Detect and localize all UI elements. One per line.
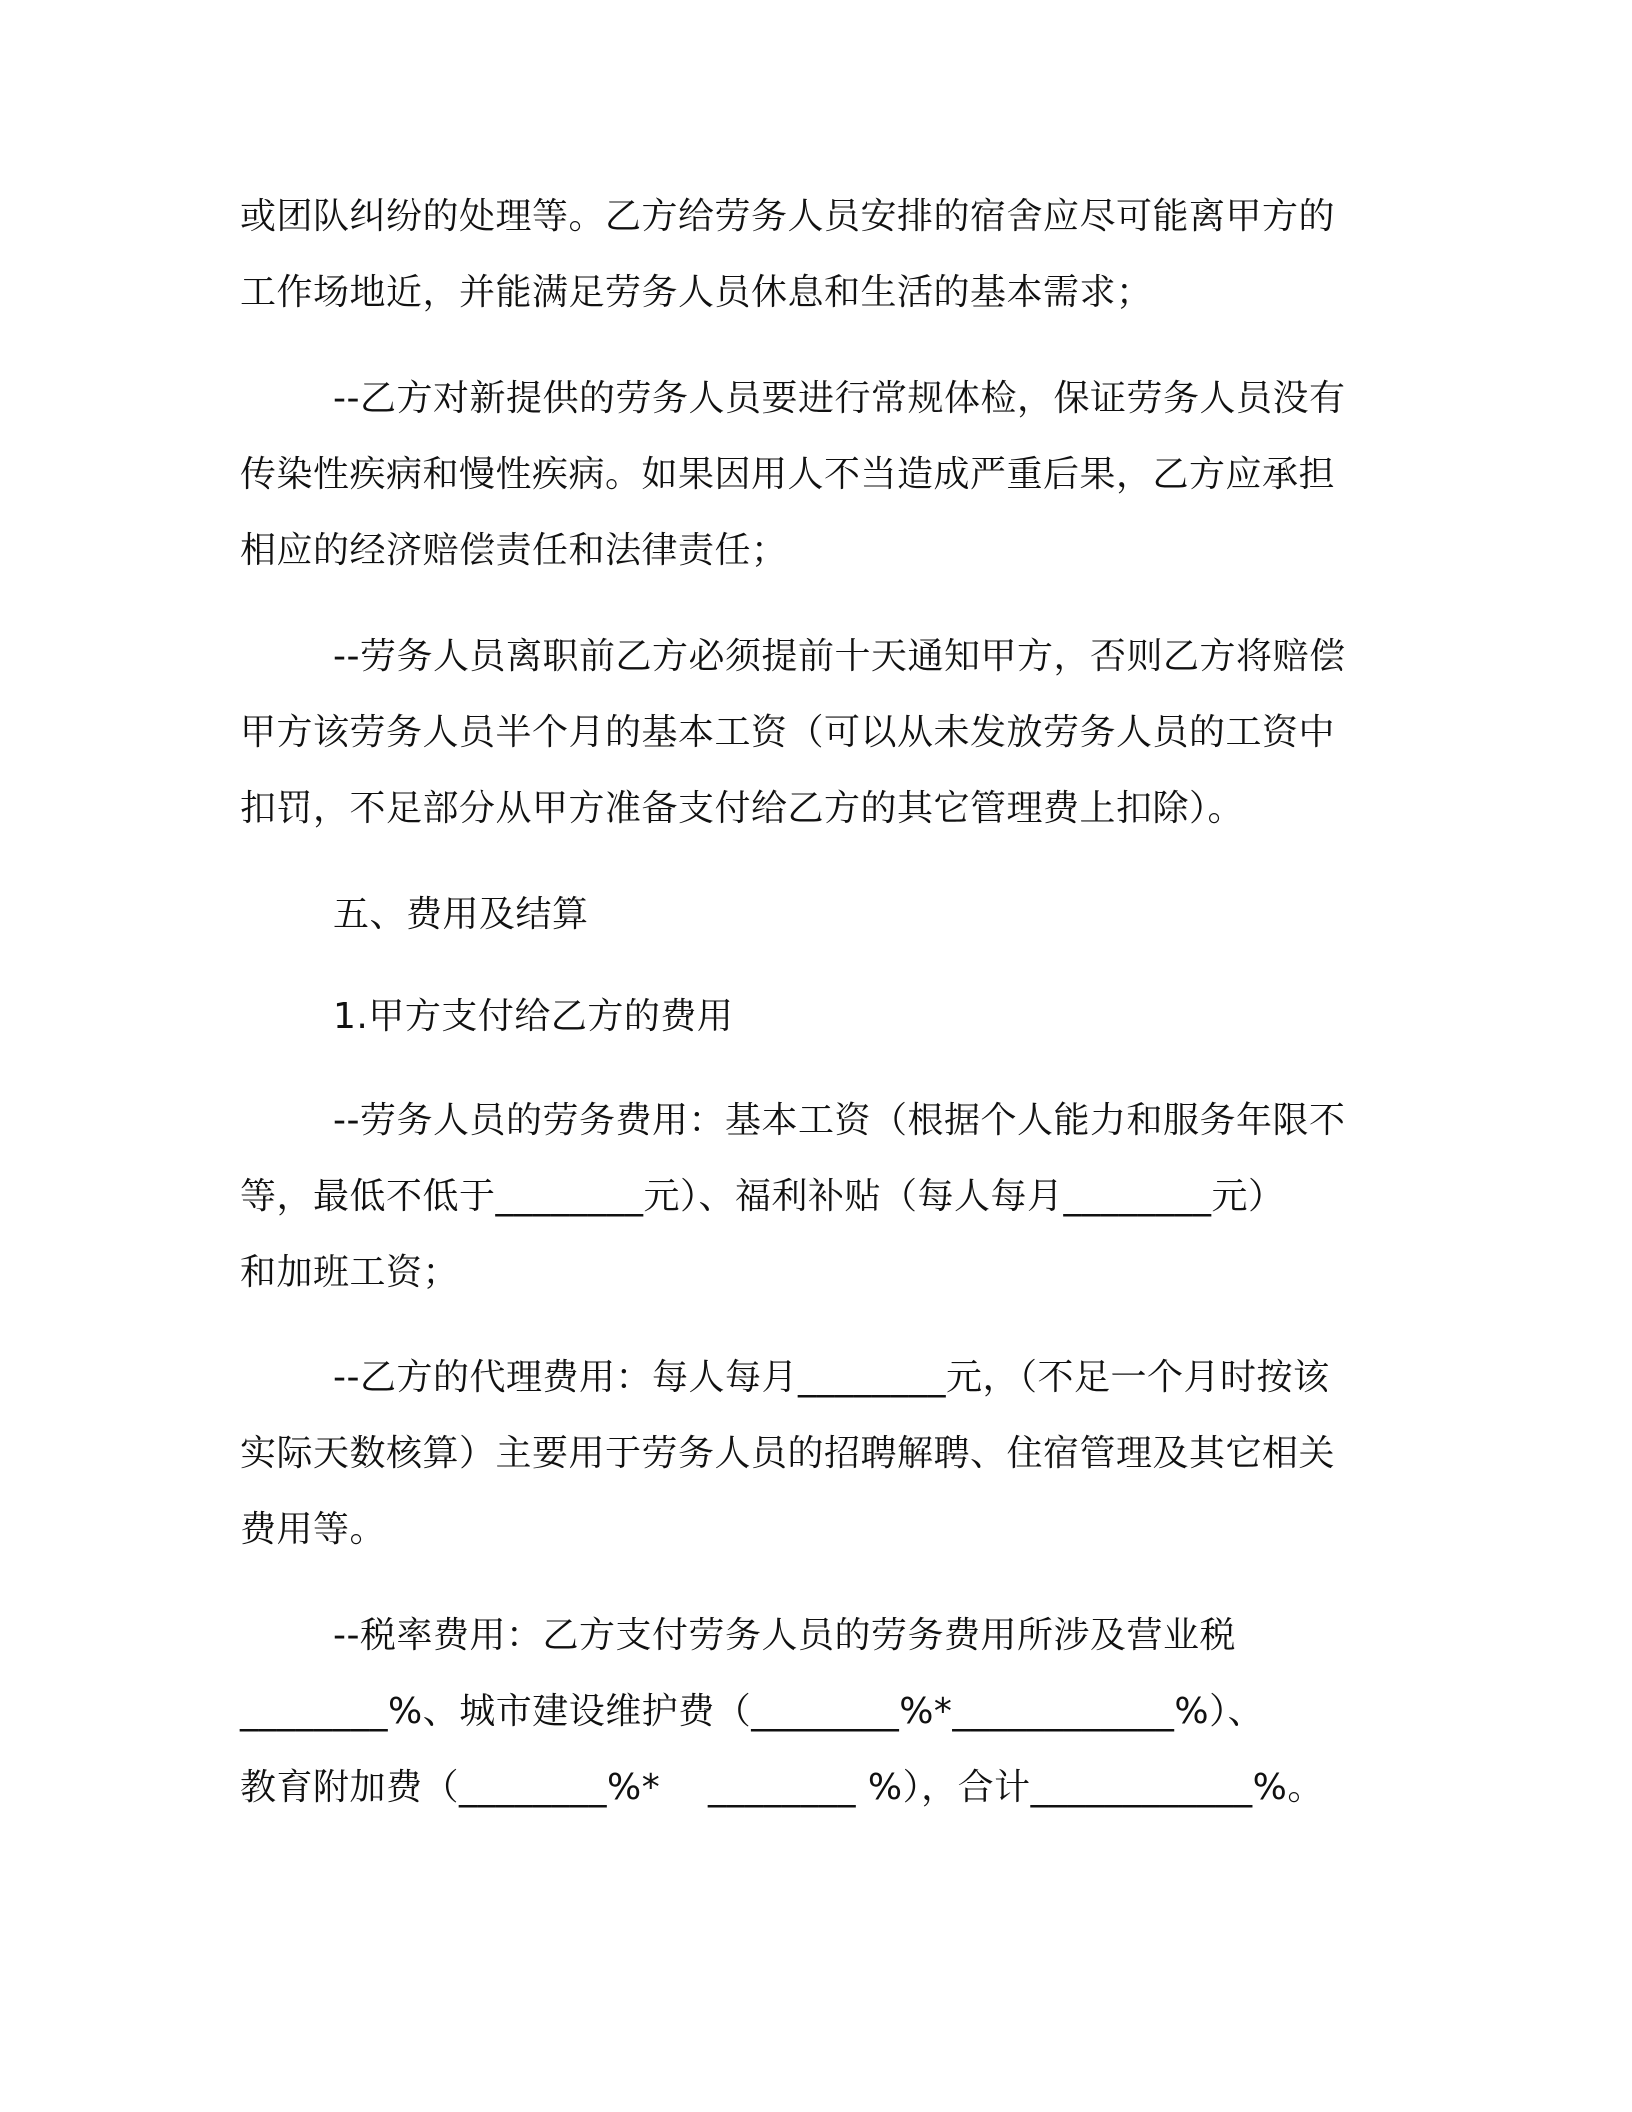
paragraph-line: 教育附加费（________%* ________ %），合计____________%。 — [240, 1767, 1324, 1808]
paragraph-line: 甲方该劳务人员半个月的基本工资（可以从未发放劳务人员的工资中 — [240, 712, 1336, 753]
section-heading: 五、费用及结算 — [333, 894, 589, 935]
paragraph-line: 相应的经济赔偿责任和法律责任； — [240, 530, 788, 571]
paragraph-line: 实际天数核算）主要用于劳务人员的招聘解聘、住宿管理及其它相关 — [240, 1433, 1336, 1474]
paragraph-line: 费用等。 — [240, 1509, 387, 1550]
paragraph-line: --劳务人员的劳务费用：基本工资（根据个人能力和服务年限不 — [333, 1100, 1346, 1141]
paragraph-line: 传染性疾病和慢性疾病。如果因用人不当造成严重后果，乙方应承担 — [240, 454, 1336, 495]
paragraph-line: --税率费用：乙方支付劳务人员的劳务费用所涉及营业税 — [333, 1615, 1236, 1656]
paragraph-line: --劳务人员离职前乙方必须提前十天通知甲方，否则乙方将赔偿 — [333, 636, 1346, 677]
paragraph-line: 和加班工资； — [240, 1252, 460, 1293]
subsection-heading: 1.甲方支付给乙方的费用 — [333, 996, 734, 1037]
paragraph-line: --乙方的代理费用：每人每月________元，（不足一个月时按该 — [333, 1357, 1330, 1398]
paragraph-line: 工作场地近，并能满足劳务人员休息和生活的基本需求； — [240, 272, 1153, 313]
paragraph-line: --乙方对新提供的劳务人员要进行常规体检，保证劳务人员没有 — [333, 378, 1346, 419]
paragraph-line: 扣罚，不足部分从甲方准备支付给乙方的其它管理费上扣除）。 — [240, 788, 1245, 829]
paragraph-line: ________%、城市建设维护费（________%*____________%）、 — [240, 1691, 1265, 1732]
paragraph-line: 或团队纠纷的处理等。乙方给劳务人员安排的宿舍应尽可能离甲方的 — [240, 196, 1336, 237]
paragraph-line: 等，最低不低于________元）、福利补贴（每人每月________元） — [240, 1176, 1285, 1217]
